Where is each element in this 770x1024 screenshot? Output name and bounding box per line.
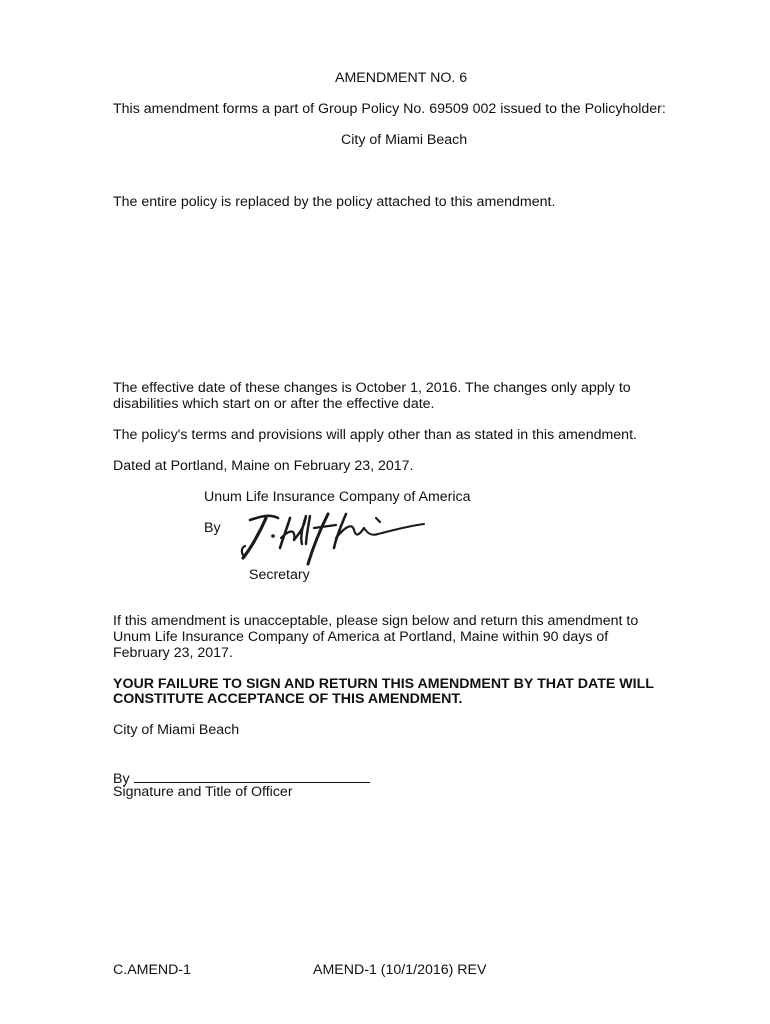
dated-statement: Dated at Portland, Maine on February 23, 2017. bbox=[113, 458, 414, 474]
warning-line-1: YOUR FAILURE TO SIGN AND RETURN THIS AMENDMENT BY THAT DATE WILL bbox=[113, 676, 654, 692]
acceptance-line-1: If this amendment is unacceptable, please sign below and return this amendment to bbox=[113, 613, 639, 629]
issuer-company: Unum Life Insurance Company of America bbox=[204, 489, 471, 505]
amendment-title: AMENDMENT NO. 6 bbox=[335, 70, 468, 86]
signature-caption: Signature and Title of Officer bbox=[113, 784, 293, 800]
handwritten-signature bbox=[236, 508, 431, 566]
officer-signature-line[interactable] bbox=[134, 768, 370, 783]
issuer-by-label: By bbox=[204, 520, 221, 536]
terms-statement: The policy's terms and provisions will apply other than as stated in this amendment. bbox=[113, 427, 637, 443]
acceptance-line-3: February 23, 2017. bbox=[113, 645, 233, 661]
effective-date-line-2: disabilities which start on or after the effective date. bbox=[113, 396, 435, 412]
form-code: AMEND-1 (10/1/2016) REV bbox=[313, 962, 487, 978]
policyholder-signatory: City of Miami Beach bbox=[113, 722, 240, 738]
footer-code: C.AMEND-1 bbox=[113, 962, 192, 978]
effective-date-line-1: The effective date of these changes is October 1, 2016. The changes only apply to bbox=[113, 380, 631, 396]
replacement-statement: The entire policy is replaced by the policy attached to this amendment. bbox=[113, 194, 556, 210]
issuer-title: Secretary bbox=[249, 567, 310, 583]
warning-line-2: CONSTITUTE ACCEPTANCE OF THIS AMENDMENT. bbox=[113, 691, 463, 707]
officer-by-label: By bbox=[113, 771, 130, 787]
intro-statement: This amendment forms a part of Group Policy No. 69509 002 issued to the Policyholder: bbox=[113, 101, 666, 117]
acceptance-line-2: Unum Life Insurance Company of America at Portland, Maine within 90 days of bbox=[113, 629, 609, 645]
policyholder-name: City of Miami Beach bbox=[341, 132, 468, 148]
